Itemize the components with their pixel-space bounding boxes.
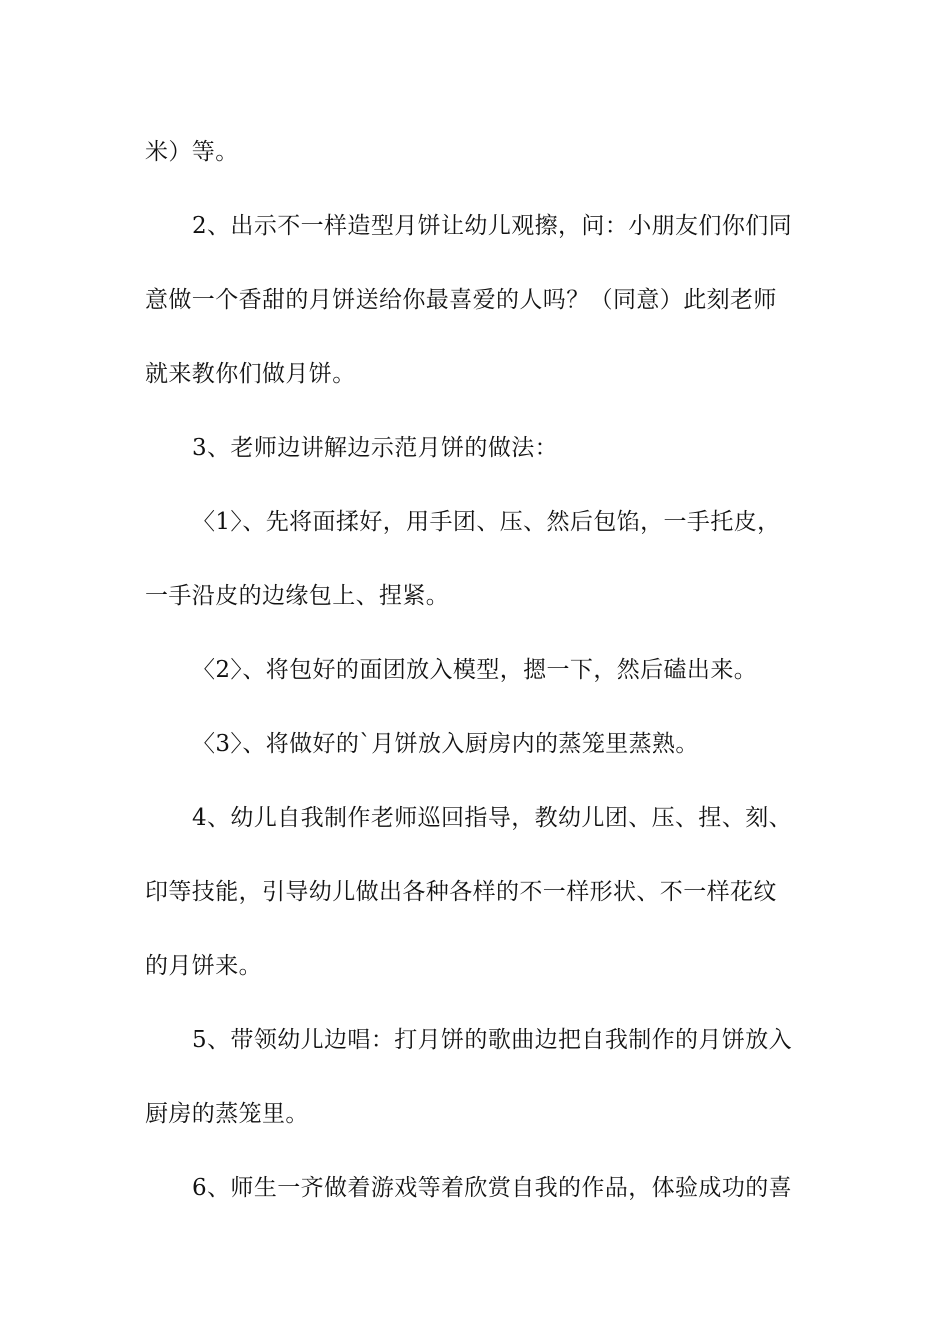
text-line: 一手沿皮的边缘包上、捏紧。 [145,583,450,609]
paragraph-5-line: 5、带领幼儿边唱：打月饼的歌曲边把自我制作的月饼放入 [192,1027,793,1053]
step-3-line: 〈3〉、将做好的`月饼放入厨房内的蒸笼里蒸熟。 [192,731,699,757]
text-line: 的月饼来。 [145,953,262,979]
text-line: 厨房的蒸笼里。 [145,1101,309,1127]
paragraph-2-line: 2、出示不一样造型月饼让幼儿观擦，问：小朋友们你们同 [192,213,793,239]
paragraph-3-line: 3、老师边讲解边示范月饼的做法： [192,435,559,461]
text-line: 就来教你们做月饼。 [145,361,356,387]
paragraph-6-line: 6、师生一齐做着游戏等着欣赏自我的作品，体验成功的喜 [192,1175,793,1201]
text-line: 印等技能，引导幼儿做出各种各样的不一样形状、不一样花纹 [145,879,777,905]
paragraph-4-line: 4、幼儿自我制作老师巡回指导，教幼儿团、压、捏、刻、 [192,805,793,831]
step-1-line: 〈1〉、先将面揉好，用手团、压、然后包馅，一手托皮， [192,509,781,535]
text-line: 米）等。 [145,139,239,165]
step-2-line: 〈2〉、将包好的面团放入模型，摁一下，然后磕出来。 [192,657,758,683]
text-line: 意做一个香甜的月饼送给你最喜爱的人吗？（同意）此刻老师 [145,287,777,313]
